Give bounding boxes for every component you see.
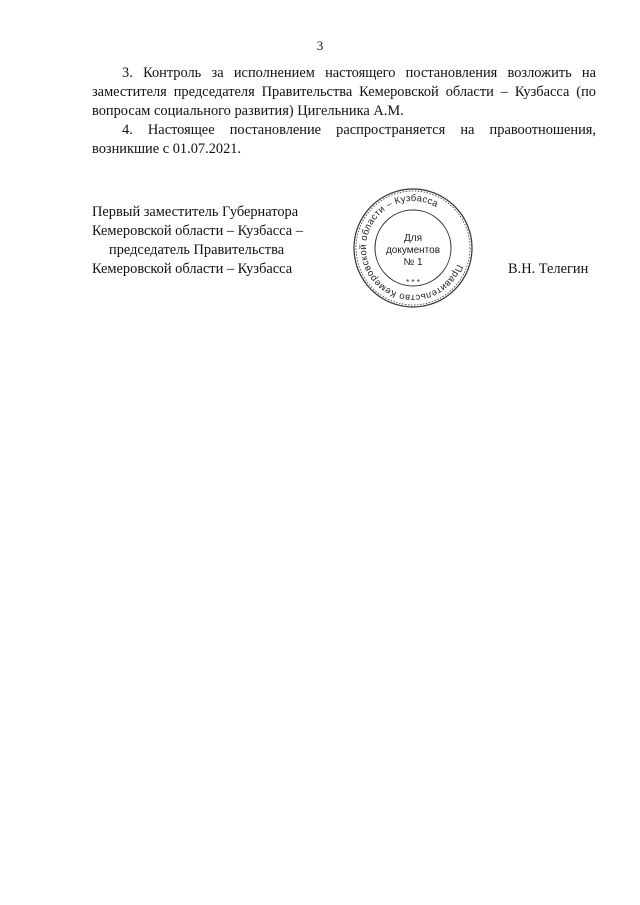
stamp-seal-icon (352, 187, 474, 309)
official-stamp (352, 187, 474, 309)
stamp-ring-text: Правительство Кемеровской области – Кузбасса (357, 192, 465, 304)
page-number: 3 (316, 38, 324, 53)
document-body (92, 64, 596, 159)
paragraph-effective-date: 4. Настоящее постановление распространяется на правоотношения, возникшие с 01.07.2021. (92, 122, 596, 157)
signatory-line: председатель Правительства (109, 242, 285, 258)
signatory-title (92, 203, 332, 279)
stamp-center-line: документов (385, 245, 441, 256)
signer-name: В.Н. Телегин (508, 261, 589, 277)
paragraph-control: 3. Контроль за исполнением настоящего постановления возложить на заместителя председателя Правительства Кемеровской области – Кузбасса (по вопросам социального развития) Цигельника А.М. (92, 65, 596, 119)
stamp-bottom-mark: * * * (406, 278, 420, 287)
signatory-line: Кемеровской области – Кузбасса – (92, 223, 303, 239)
stamp-center-line: Для (403, 233, 423, 244)
stamp-center-line: № 1 (403, 257, 423, 268)
signatory-line: Первый заместитель Губернатора (92, 204, 299, 220)
signatory-line: Кемеровской области – Кузбасса (92, 261, 293, 277)
